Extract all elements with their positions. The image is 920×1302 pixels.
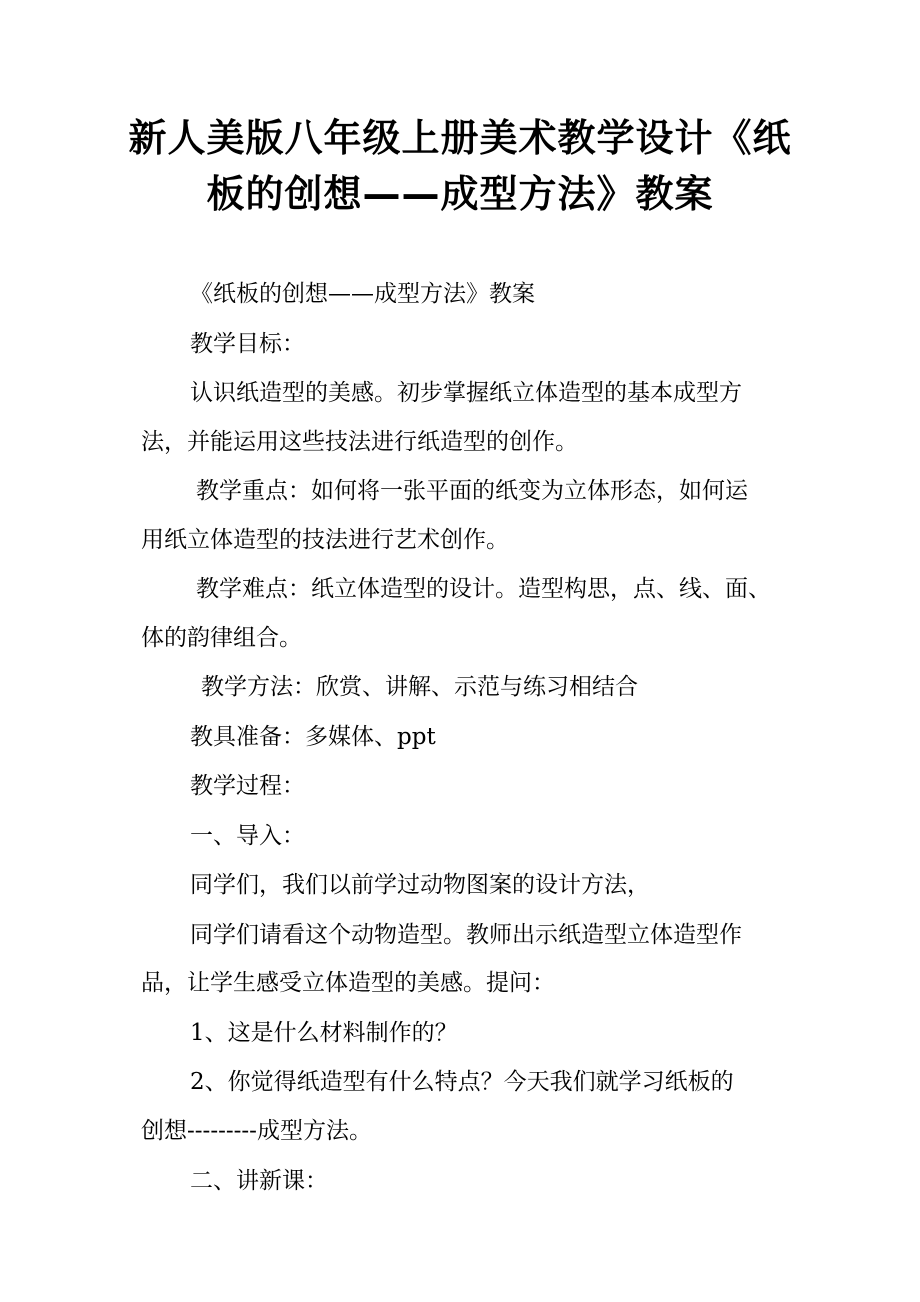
paragraph-line: 2、你觉得纸造型有什么特点？今天我们就学习纸板的	[190, 1069, 734, 1095]
paragraph-line: 一、导入：	[190, 822, 305, 849]
paragraph-line: 教学重点：如何将一张平面的纸变为立体形态，如何运	[196, 478, 748, 504]
paragraph-intro-1	[141, 861, 791, 910]
paragraph-line: 1、这是什么材料制作的？	[190, 1019, 458, 1046]
paragraph-teaching-methods	[141, 663, 791, 712]
paragraph-section-intro-heading	[141, 812, 791, 861]
paragraph-line: 创想---------成型方法。	[141, 1117, 372, 1144]
paragraph-line: 法，并能运用这些技法进行纸造型的创作。	[141, 428, 578, 455]
document-body	[141, 270, 791, 1206]
paragraph-teaching-aids	[141, 713, 791, 762]
paragraph-line: 体的韵律组合。	[141, 624, 302, 651]
paragraph-teaching-goals	[141, 369, 791, 466]
paragraph-line: 同学们请看这个动物造型。教师出示纸造型立体造型作	[190, 921, 742, 948]
paragraph-question-1	[141, 1009, 791, 1058]
paragraph-line: 《纸板的创想——成型方法》教案	[190, 281, 535, 307]
paragraph-lesson-name	[141, 270, 791, 319]
paragraph-line: 教学目标：	[190, 330, 305, 357]
paragraph-line: 二、讲新课：	[190, 1168, 328, 1194]
title-line-2: 板的创想——成型方法》教案	[206, 172, 714, 216]
paragraph-line: 品，让学生感受立体造型的美感。提问：	[141, 970, 555, 996]
paragraph-line: 用纸立体造型的技法进行艺术创作。	[141, 526, 509, 553]
paragraph-line: 同学们，我们以前学过动物图案的设计方法，	[190, 872, 650, 898]
paragraph-intro-2	[141, 911, 791, 1008]
paragraph-difficult-points	[141, 565, 791, 662]
document-title	[110, 110, 810, 222]
paragraph-teaching-process-heading	[141, 762, 791, 811]
paragraph-question-2	[141, 1058, 791, 1155]
paragraph-teaching-goals-heading	[141, 320, 791, 369]
paragraph-line: 教学方法：欣赏、讲解、示范与练习相结合	[201, 674, 638, 700]
paragraph-line: 教学过程：	[190, 773, 305, 799]
paragraph-line: 教具准备：多媒体、ppt	[190, 723, 436, 750]
paragraph-line: 教学难点：纸立体造型的设计。造型构思，点、线、面、	[196, 576, 771, 602]
paragraph-line: 认识纸造型的美感。初步掌握纸立体造型的基本成型方	[190, 380, 742, 406]
title-line-1: 新人美版八年级上册美术教学设计《纸	[128, 116, 792, 160]
paragraph-key-points	[141, 467, 791, 564]
paragraph-section-new-lesson-heading	[141, 1157, 791, 1206]
